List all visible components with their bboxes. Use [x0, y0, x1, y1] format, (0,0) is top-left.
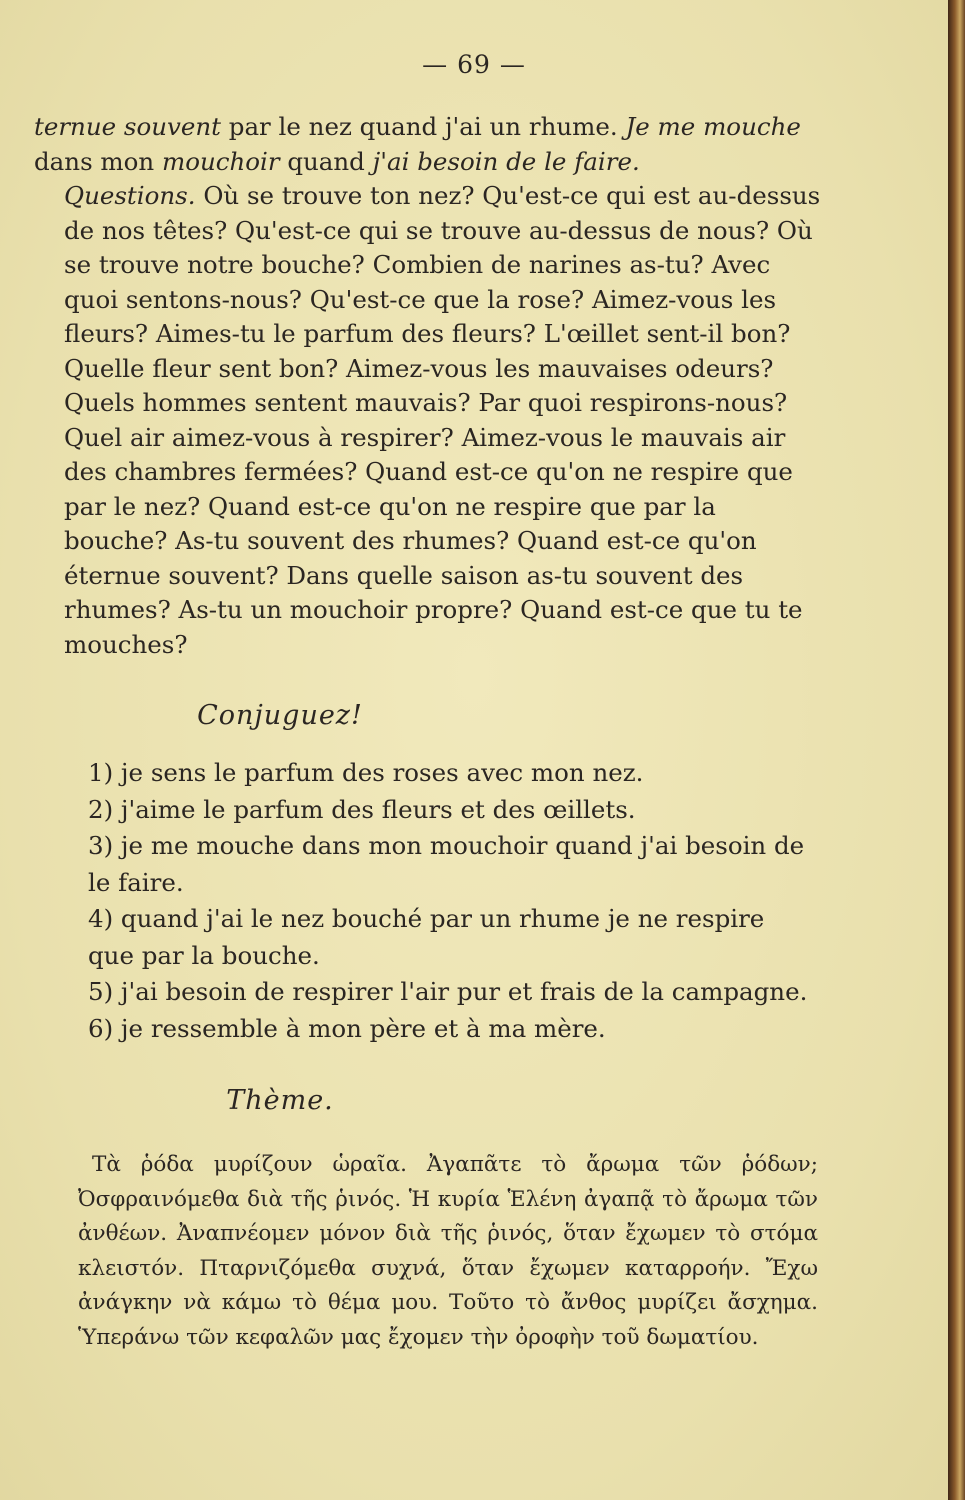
theme-greek-text: [78, 1148, 818, 1355]
questions-text: Où se trouve ton nez? Qu'est-ce qui est au-dessus de nos têtes? Qu'est-ce qui se trouve au-dessus de nous? Où se trouve notre bouche? Combien de narines as-tu? Avec quoi sentons-nous? Qu'est-ce que la rose? Aimez-vous les fleurs? Aimes-tu le parfum des fleurs? L'œillet sent-il bon? Quelle fleur sent bon? Aimez-vous les mauvaises odeurs? Quels hommes sentent mauvais? Par quoi respirons-nous? Quel air aimez-vous à respirer? Aimez-vous le mauvais air des chambres fermées? Quand est-ce qu'on ne respire que par le nez? Quand est-ce qu'on ne respire que par la bouche? As-tu souvent des rhumes? Quand est-ce qu'on éternue souvent? Dans quelle saison as-tu souvent des rhumes? As-tu un mouchoir propre? Quand est-ce que tu te mouches?: [64, 181, 821, 659]
list-item: 4) quand j'ai le nez bouché par un rhume je ne respire que par la bouche.: [88, 904, 765, 970]
list-item: 5) j'ai besoin de respirer l'air pur et frais de la campagne.: [88, 977, 808, 1006]
lesson-paragraph: [34, 110, 824, 662]
page-number: — 69 —: [422, 50, 526, 79]
paragraph-italic-2: Je me mouche: [625, 112, 801, 141]
book-edge: [948, 0, 965, 1500]
paragraph-italic-4: j'ai besoin de le faire.: [372, 146, 640, 176]
questions-label: Questions.: [64, 181, 196, 210]
paragraph-italic-3: mouchoir: [161, 146, 280, 176]
list-item: 2) j'aime le parfum des fleurs et des œillets.: [88, 794, 636, 824]
list-item: 1) je sens le parfum des roses avec mon nez.: [88, 758, 644, 787]
paragraph-lead-italic: ternue souvent: [34, 112, 221, 141]
paragraph-lead-rest: par le nez quand j'ai un rhume.: [220, 112, 626, 141]
conjuguez-heading: Conjuguez!: [197, 700, 363, 731]
list-item: 3) je me mouche dans mon mouchoir quand j'ai besoin de le faire.: [88, 831, 805, 897]
greek-paragraph: Τὰ ῥόδα μυρίζουν ὡραῖα. Ἀγαπᾶτε τὸ ἄρωμα τῶν ῥόδων; Ὀσφραινόμεθα διὰ τῆς ῥινός. Ἡ κυρία Ἑλένη ἀγαπᾷ τὸ ἄρωμα τῶν ἀνθέων. Ἀναπνέομεν μόνον διὰ τῆς ῥινός, ὅταν ἔχωμεν τὸ στόμα κλειστόν. Πταρνιζόμεθα συχνά, ὅταν ἔχωμεν καταρροήν. Ἔχω ἀνάγκην νὰ κάμω τὸ θέμα μου. Τοῦτο τὸ ἄνθος μυρίζει ἄσχημα. Ὑπεράνω τῶν κεφαλῶν μας ἔχομεν τὴν ὀροφὴν τοῦ δωματίου.: [78, 1152, 818, 1350]
conjuguez-list: [38, 755, 818, 1047]
paragraph-rest-2: dans mon: [34, 146, 162, 176]
paragraph-rest-3: quand: [279, 146, 373, 176]
theme-heading: Thème.: [226, 1085, 334, 1116]
list-item: 6) je ressemble à mon père et à ma mère.: [88, 1013, 606, 1043]
